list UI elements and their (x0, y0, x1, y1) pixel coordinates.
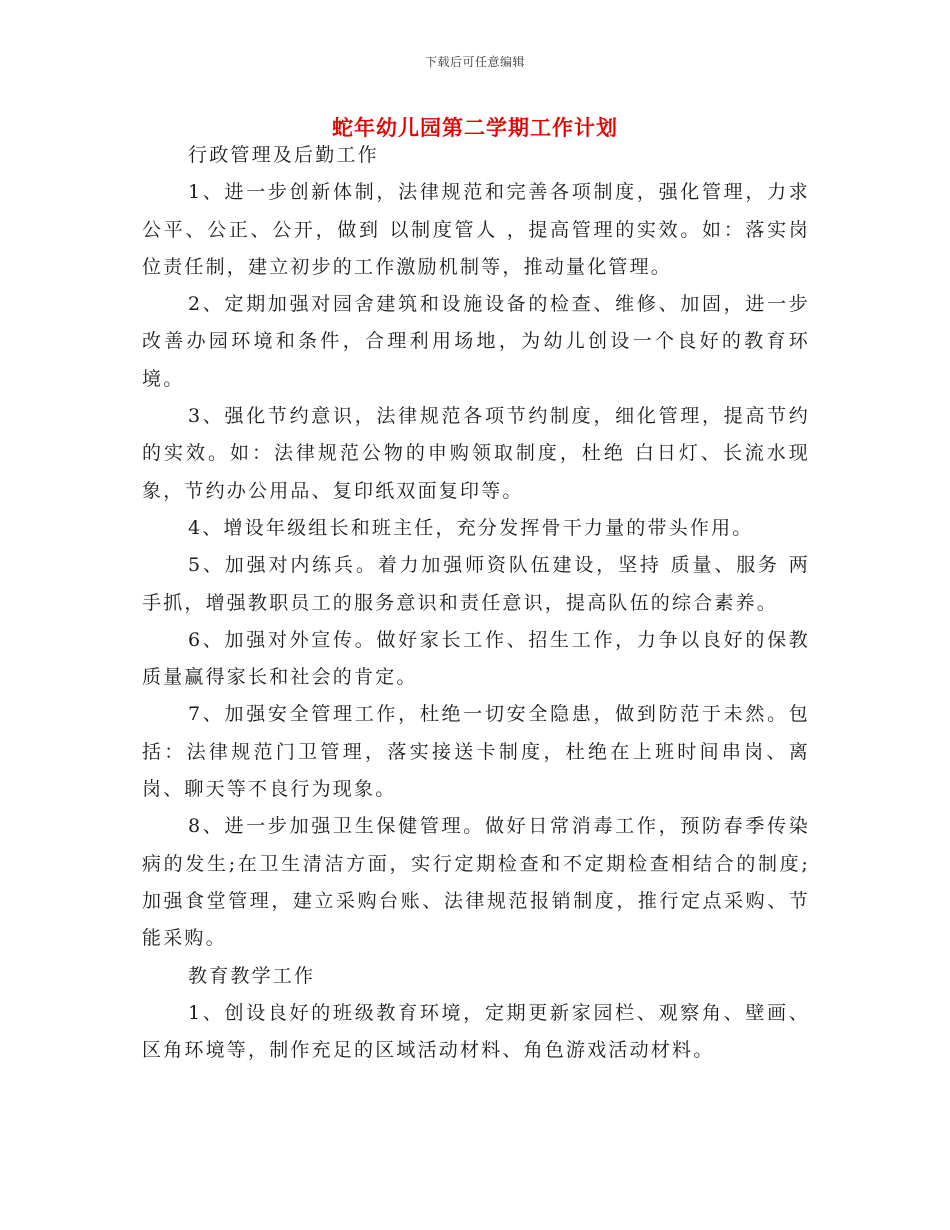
header-note: 下载后可任意编辑 (424, 55, 525, 69)
admin-item-3: 3、强化节约意识，法律规范各项节约制度，细化管理，提高节约的实效。如：法律规范公物的申购领取制度，杜绝 白日灯、长流水现象，节约办公用品、复印纸双面复印等。 (142, 405, 810, 502)
admin-item-8: 8、进一步加强卫生保健管理。做好日常消毒工作，预防春季传染病的发生;在卫生清洁方面，实行定期检查和不定期检查相结合的制度;加强食堂管理，建立采购台账、法律规范报销制度，推行定点采购、节能采购。 (142, 815, 810, 950)
document-title: 蛇年幼儿园第二学期工作计划 (332, 115, 618, 140)
admin-item-7: 7、加强安全管理工作，杜绝一切安全隐患，做到防范于未然。包括：法律规范门卫管理，落实接送卡制度，杜绝在上班时间串岗、离岗、聊天等不良行为现象。 (142, 703, 810, 801)
section-heading-admin: 行政管理及后勤工作 (188, 144, 379, 166)
admin-item-5: 5、加强对内练兵。着力加强师资队伍建设，坚持 质量、服务 两手抓，增强教职员工的服务意识和责任意识，提高队伍的综合素养。 (142, 554, 810, 614)
document-body (142, 137, 810, 1069)
section-heading-teaching: 教育教学工作 (188, 964, 316, 987)
admin-item-1: 1、进一步创新体制，法律规范和完善各项制度，强化管理，力求公平、公正、公开，做到 以制度管人 ，提高管理的实效。如：落实岗位责任制，建立初步的工作激励机制等，推动量化管理。 (142, 181, 810, 278)
teaching-item-1: 1、创设良好的班级教育环境，定期更新家园栏、观察角、壁画、区角环境等，制作充足的区域活动材料、角色游戏活动材料。 (142, 1001, 810, 1062)
admin-item-2: 2、定期加强对园舍建筑和设施设备的检查、维修、加固，进一步改善办园环境和条件，合理利用场地，为幼儿创设一个良好的教育环境。 (142, 293, 810, 390)
admin-item-6: 6、加强对外宣传。做好家长工作、招生工作，力争以良好的保教质量赢得家长和社会的肯定。 (142, 628, 810, 689)
admin-item-4: 4、增设年级组长和班主任，充分发挥骨干力量的带头作用。 (188, 516, 754, 539)
